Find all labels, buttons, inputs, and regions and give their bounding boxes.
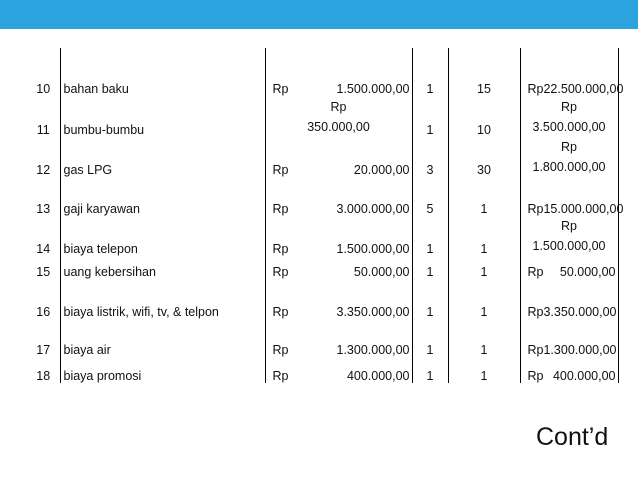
price-currency: Rp — [272, 343, 289, 357]
row-number: 17 — [27, 319, 60, 357]
quantity: 1 — [412, 319, 448, 357]
unit-price: 3.000.000,00 — [336, 202, 410, 216]
total-amount: 1.500.000,00 — [532, 239, 606, 253]
unit-price: 1.500.000,00 — [336, 82, 410, 96]
unit-price: 20.000,00 — [353, 163, 410, 177]
unit-price: 3.350.000,00 — [336, 305, 410, 319]
frequency: 15 — [448, 48, 520, 96]
table-row — [27, 319, 618, 357]
table-row — [27, 279, 618, 319]
total-currency: Rp — [527, 82, 544, 96]
item-name: biaya promosi — [60, 357, 265, 383]
total-currency: Rp — [527, 343, 544, 357]
item-name: gaji karyawan — [60, 177, 265, 216]
price-currency: Rp — [272, 202, 289, 216]
frequency: 1 — [448, 177, 520, 216]
unit-price: 1.300.000,00 — [336, 343, 410, 357]
item-name: biaya air — [60, 319, 265, 357]
unit-price: 400.000,00 — [346, 369, 410, 383]
price-currency: Rp — [272, 163, 289, 177]
frequency: 30 — [448, 137, 520, 177]
row-number: 13 — [27, 177, 60, 216]
item-name: uang kebersihan — [60, 256, 265, 279]
table-row — [27, 48, 618, 96]
item-name: biaya listrik, wifi, tv, & telpon — [60, 279, 265, 319]
total-currency: Rp — [527, 202, 544, 216]
quantity: 1 — [412, 48, 448, 96]
frequency: 1 — [448, 319, 520, 357]
total-currency: Rp — [561, 100, 577, 114]
total-amount: 1.300.000,00 — [543, 343, 617, 357]
item-name: bahan baku — [60, 48, 265, 96]
item-name: bumbu-bumbu — [60, 96, 265, 137]
item-name: gas LPG — [60, 137, 265, 177]
continued-label: Cont’d — [536, 423, 609, 451]
table-row — [27, 177, 618, 216]
table-row — [27, 256, 618, 279]
quantity: 1 — [412, 357, 448, 383]
total-amount: 400.000,00 — [552, 369, 616, 383]
item-name: biaya telepon — [60, 216, 265, 256]
row-number: 12 — [27, 137, 60, 177]
price-currency: Rp — [272, 369, 289, 383]
frequency: 1 — [448, 216, 520, 256]
unit-price: 350.000,00 — [307, 120, 370, 134]
total-currency: Rp — [527, 369, 544, 383]
table-row — [27, 216, 618, 256]
cost-table — [27, 48, 624, 383]
unit-price: 50.000,00 — [353, 265, 410, 279]
total-currency: Rp — [561, 140, 577, 154]
quantity: 1 — [412, 96, 448, 137]
total-amount: 22.500.000,00 — [543, 82, 624, 96]
quantity: 1 — [412, 216, 448, 256]
row-number: 11 — [27, 96, 60, 137]
price-currency: Rp — [330, 100, 347, 114]
table-row — [27, 137, 618, 177]
price-currency: Rp — [272, 82, 289, 96]
price-currency: Rp — [272, 305, 289, 319]
total-currency: Rp — [527, 265, 544, 279]
quantity: 5 — [412, 177, 448, 216]
quantity: 1 — [412, 256, 448, 279]
total-amount: 15.000.000,00 — [543, 202, 624, 216]
row-number: 10 — [27, 48, 60, 96]
row-number: 14 — [27, 216, 60, 256]
frequency: 1 — [448, 357, 520, 383]
frequency: 1 — [448, 279, 520, 319]
frequency: 1 — [448, 256, 520, 279]
price-currency: Rp — [272, 265, 289, 279]
total-amount: 50.000,00 — [559, 265, 616, 279]
quantity: 1 — [412, 279, 448, 319]
total-currency: Rp — [527, 305, 544, 319]
total-amount: 1.800.000,00 — [532, 160, 606, 174]
frequency: 10 — [448, 96, 520, 137]
price-currency: Rp — [272, 242, 289, 256]
row-number: 15 — [27, 256, 60, 279]
quantity: 3 — [412, 137, 448, 177]
total-amount: 3.500.000,00 — [532, 120, 606, 134]
total-amount: 3.350.000,00 — [543, 305, 617, 319]
row-number: 18 — [27, 357, 60, 383]
row-number: 16 — [27, 279, 60, 319]
table-row — [27, 96, 618, 137]
unit-price: 1.500.000,00 — [336, 242, 410, 256]
total-currency: Rp — [561, 219, 577, 233]
top-banner — [0, 0, 638, 29]
table-row — [27, 357, 618, 383]
